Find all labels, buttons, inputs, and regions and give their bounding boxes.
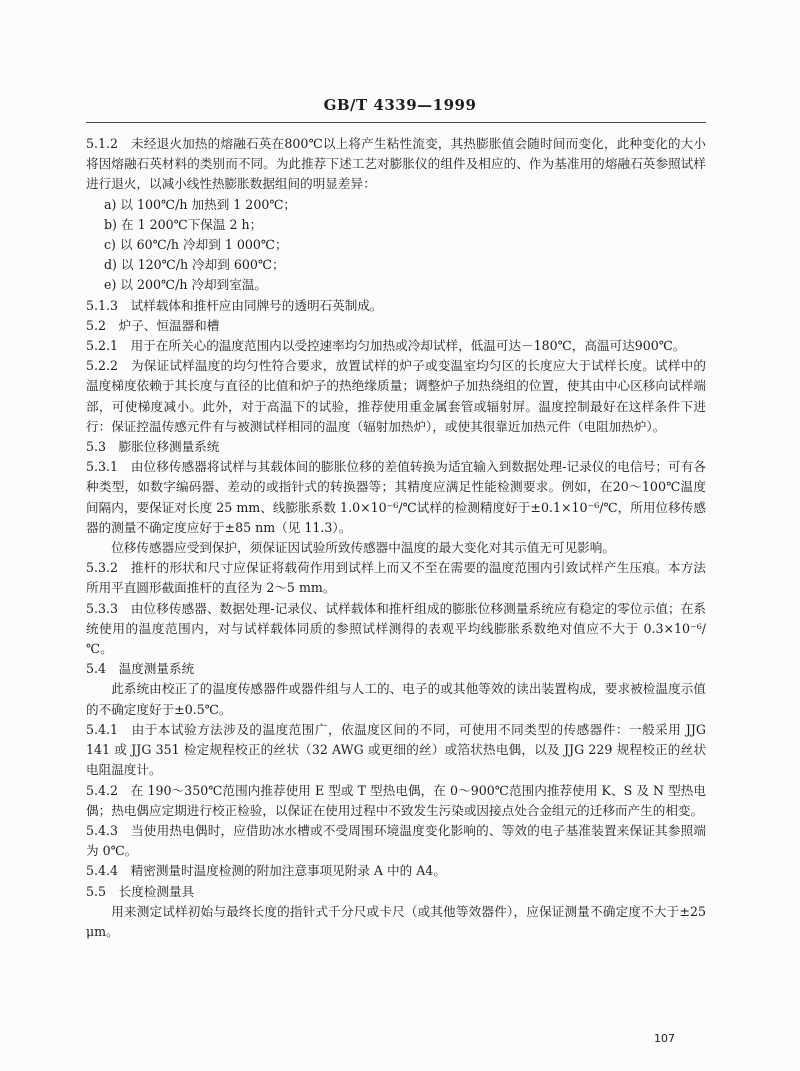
body-text [86,134,706,942]
list-item-d: d) 以 120℃/h 冷却到 600℃； [104,257,285,273]
clause-5-3-2: 5.3.2 推杆的形状和尺寸应保证将载荷作用到试样上而又不至在需要的温度范围内引致试样产生压痕。本方法所用平直圆形截面推杆的直径为 2～5 mm。 [86,560,706,596]
paragraph-length-gauge: 用来测定试样初始与最终长度的指针式千分尺或卡尺（或其他等效器件），应保证测量不确定度不大于±25 μm。 [86,903,706,939]
section-heading-5-5: 5.5 长度检测量具 [86,883,195,899]
section-heading-5-2: 5.2 炉子、恒温器和槽 [86,317,220,333]
section-heading-5-4: 5.4 温度测量系统 [86,661,195,677]
standard-header: GB/T 4339—1999 [323,96,477,114]
clause-5-4-3: 5.4.3 当使用热电偶时，应借助冰水槽或不受周围环境温度变化影响的、等效的电子基准装置来保证其参照端为 0℃。 [86,822,706,859]
clause-5-1-2: 5.1.2 未经退火加热的熔融石英在800℃以上将产生粘性流变，其热膨胀值会随时间而变化，此种变化的大小将因熔融石英材料的类别而不同。为此推荐下述工艺对膨胀仪的组件及相应的、作为基准用的熔融石英参照试样进行退火，以减小线性热膨胀数据组间的明显差异： [86,136,706,192]
list-item-c: c) 以 60℃/h 冷却到 1 000℃； [104,237,288,253]
clause-5-4-1: 5.4.1 由于本试验方法涉及的温度范围广，依温度区间的不同，可使用不同类型的传感器件：一般采用 JJG 141 或 JJG 351 检定规程校正的丝状（32 AWG 或更细的丝）或箔状热电偶，以及 JJG 229 规程校正的丝状电阻温度计。 [86,721,706,778]
clause-5-2-2: 5.2.2 为保证试样温度的均匀性符合要求，放置试样的炉子或变温室均匀区的长度应大于试样长度。试样中的温度梯度依赖于其长度与直径的比值和炉子的热绝缘质量；调整炉子加热绕组的位置，使其由中心区移向试样端部，可使梯度减小。此外，对于高温下的试验，推荐使用重金属套管或辐射屏。温度控制最好在这样条件下进行：保证控温传感元件有与被测试样相同的温度（辐射加热炉），或使其很靠近加热元件（电阻加热炉）。 [86,358,706,434]
section-heading-5-3: 5.3 膨胀位移测量系统 [86,439,220,455]
list-item-e: e) 以 200℃/h 冷却到室温。 [104,277,268,293]
paragraph-temperature-system: 此系统由校正了的温度传感器件或器件组与人工的、电子的或其他等效的读出装置构成，要求被检温度示值的不确定度好于±0.5℃。 [86,681,706,717]
clause-5-3-1: 5.3.1 由位移传感器将试样与其载体间的膨胀位移的差值转换为适宜输入到数据处理-记录仪的电信号；可有各种类型，如数字编码器、差动的或指针式的转换器等；其精度应满足性能检测要求。例如，在20～100℃温度间隔内，要保证对长度 25 mm、线膨胀系数 1.0×10⁻⁶/℃试样的检测精度好于±0.1×10⁻⁶/℃，所用位移传感器的测量不确定度应好于±85 nm（见 11.3）。 [86,459,706,535]
clause-5-2-1: 5.2.1 用于在所关心的温度范围内以受控速率均匀加热或冷却试样，低温可达－180℃，高温可达900℃。 [86,338,686,354]
header-rule [86,122,706,123]
list-item-b: b) 在 1 200℃下保温 2 h； [104,216,263,232]
clause-5-1-3: 5.1.3 试样载体和推杆应由同牌号的透明石英制成。 [86,297,383,313]
paragraph-sensor-protection: 位移传感器应受到保护，须保证因试验所致传感器中温度的最大变化对其示值无可见影响。 [111,540,615,556]
clause-5-4-2: 5.4.2 在 190～350℃范围内推荐使用 E 型或 T 型热电偶，在 0～900℃范围内推荐使用 K、S 及 N 型热电偶；热电偶应定期进行校正检验，以保证在使用过程中不致发生污染或因接点处合金组元的迁移而产生的相变。 [86,782,706,818]
clause-5-4-4: 5.4.4 精密测量时温度检测的附加注意事项见附录 A 中的 A4。 [86,863,446,879]
clause-5-3-3: 5.3.3 由位移传感器、数据处理-记录仪、试样载体和推杆组成的膨胀位移测量系统应有稳定的零位示值；在系统使用的温度范围内，对与试样载体同质的参照试样测得的表观平均线膨胀系数绝对值应不大于 0.3×10⁻⁶/℃。 [86,600,706,657]
page-number: 107 [654,1032,675,1045]
list-item-a: a) 以 100℃/h 加热到 1 200℃； [104,196,297,212]
